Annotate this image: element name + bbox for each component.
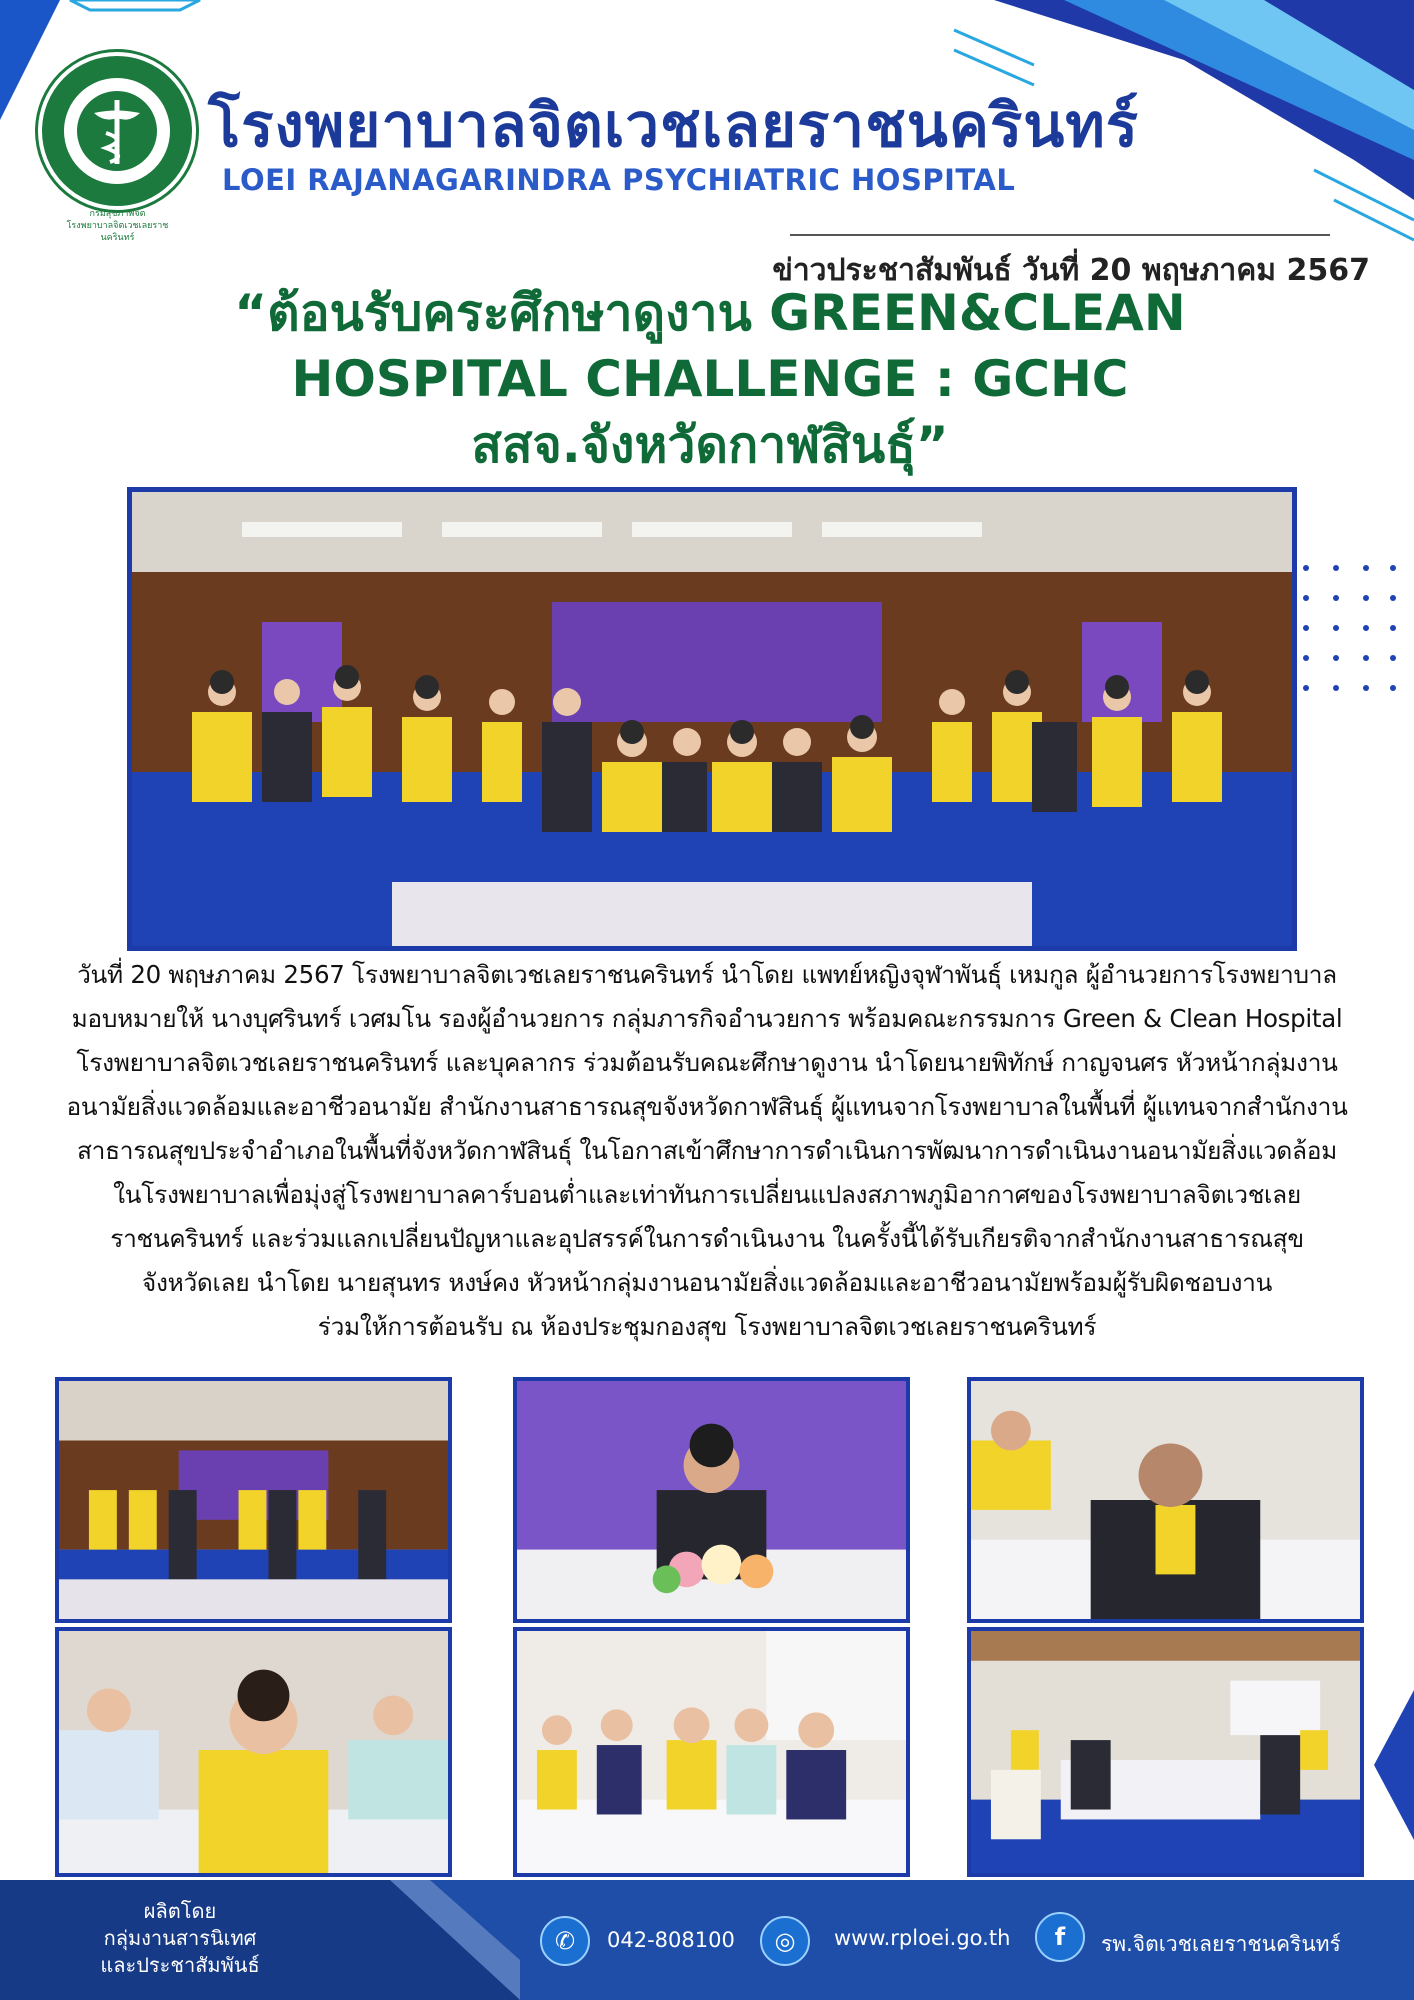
- photo-meeting-room: [967, 1627, 1364, 1877]
- body-line: มอบหมายให้ นางบุศรินทร์ เวศมโน รองผู้อำนวยการ กลุ่มภารกิจอำนวยการ พร้อมคณะกรรมการ Green & Clean Hospital: [71, 1004, 1343, 1033]
- right-edge-decoration: [1374, 1690, 1414, 1840]
- body-line: สาธารณสุขประจำอำเภอในพื้นที่จังหวัดกาฬสินธุ์ ในโอกาสเข้าศึกษาการดำเนินการพัฒนาการดำเนินงานอนามัยสิ่งแวดล้อม: [76, 1136, 1338, 1165]
- photo-attendee-yellow: [55, 1627, 452, 1877]
- headline-line-3: สสจ.จังหวัดกาฬสินธุ์”: [471, 416, 949, 474]
- body-line: วันที่ 20 พฤษภาคม 2567 โรงพยาบาลจิตเวชเลยราชนครินทร์ นำโดย แพทย์หญิงจุฬาพันธุ์ เหมกูล ผู้อำนวยการโรงพยาบาล: [77, 960, 1337, 989]
- logo-caption-line-1: กรมสุขภาพจิต: [89, 209, 146, 219]
- facebook-icon: f: [1035, 1912, 1085, 1962]
- hospital-name-th: โรงพยาบาลจิตเวชเลยราชนครินทร์: [208, 91, 1139, 161]
- dot-pattern-decoration: [1298, 560, 1398, 720]
- body-line: ร่วมให้การต้อนรับ ณ ห้องประชุมกองสุข โรงพยาบาลจิตเวชเลยราชนครินทร์: [317, 1312, 1097, 1341]
- produced-by-dept: กลุ่มงานสารนิเทศ: [103, 1926, 257, 1950]
- news-body: [18, 953, 1396, 1349]
- logo-caption-line-2: โรงพยาบาลจิตเวชเลยราชนครินทร์: [66, 221, 169, 243]
- press-release-date: ข่าวประชาสัมพันธ์ วันที่ 20 พฤษภาคม 2567: [772, 253, 1370, 288]
- phone-number[interactable]: 042-808100: [607, 1928, 735, 1952]
- headline: [150, 280, 1270, 478]
- body-line: อนามัยสิ่งแวดล้อมและอาชีวอนามัย สำนักงานสาธารณสุขจังหวัดกาฬสินธุ์ ผู้แทนจากโรงพยาบาลในพื้นที่ ผู้แทนจากสำนักงาน: [66, 1092, 1348, 1121]
- body-line: โรงพยาบาลจิตเวชเลยราชนครินทร์ และบุคลากร ร่วมต้อนรับคณะศึกษาดูงาน นำโดยนายพิทักษ์ กาญจนศร หัวหน้ากลุ่มงาน: [76, 1048, 1338, 1077]
- photo-guest-seated: [967, 1377, 1364, 1623]
- hospital-name-en: LOEI RAJANAGARINDRA PSYCHIATRIC HOSPITAL: [222, 163, 1016, 197]
- body-line: ราชนครินทร์ และร่วมแลกเปลี่ยนปัญหาและอุปสรรค์ในการดำเนินงาน ในครั้งนี้ได้รับเกียรติจากสำนักงานสาธารณสุข: [110, 1224, 1304, 1253]
- produced-by-label: ผลิตโดย: [143, 1899, 217, 1923]
- body-line: จังหวัดเลย นำโดย นายสุนทร หงษ์คง หัวหน้ากลุ่มงานอนามัยสิ่งแวดล้อมและอาชีวอนามัยพร้อมผู้รับผิดชอบงาน: [141, 1268, 1273, 1297]
- headline-line-2: HOSPITAL CHALLENGE : GCHC: [291, 350, 1129, 408]
- produced-by-dept-2: และประชาสัมพันธ์: [100, 1953, 260, 1977]
- website-link[interactable]: www.rploei.go.th: [834, 1926, 1011, 1950]
- globe-icon: ◎: [760, 1916, 810, 1966]
- photo-group-handover: [55, 1377, 452, 1623]
- logo-caption: [50, 208, 185, 244]
- photo-director-speaking: [513, 1377, 910, 1623]
- caduceus-icon: [64, 78, 170, 184]
- producer-credit: [80, 1898, 280, 1979]
- phone-icon: ✆: [540, 1916, 590, 1966]
- body-line: ในโรงพยาบาลเพื่อมุ่งสู่โรงพยาบาลคาร์บอนต่ำและเท่าทันการเปลี่ยนแปลงสภาพภูมิอากาศของโรงพยาบาลจิตเวชเลย: [113, 1180, 1301, 1209]
- facebook-page-link[interactable]: รพ.จิตเวชเลยราชนครินทร์: [1101, 1932, 1341, 1956]
- date-divider: [790, 234, 1330, 236]
- headline-line-1: “ต้อนรับคระศึกษาดูงาน GREEN&CLEAN: [234, 284, 1186, 342]
- photo-attendees-table: [513, 1627, 910, 1877]
- ministry-logo: [38, 52, 196, 210]
- main-group-photo: [127, 487, 1297, 951]
